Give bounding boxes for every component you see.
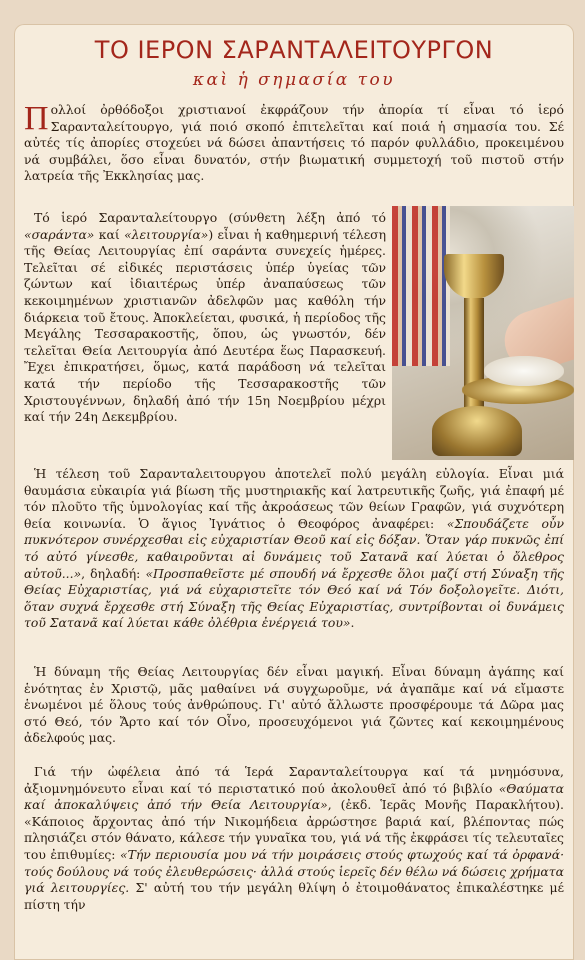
article-subtitle: καὶ ἡ σημασία του xyxy=(192,70,396,90)
article-card xyxy=(14,24,574,960)
paragraph-story: Γιά τήν ὠφέλεια ἀπό τά Ἱερά Σαρανταλείτουργα καί τά μνημόσυνα, ἀξιομνημόνευτο εἶναι καί τό περιστατικό πού ἀκολουθεῖ ἀπό τό βιβλίο «Θαύματα καί ἀποκαλύψεις ἀπό τήν Θεία Λειτουργία», (ἐκδ. Ἱερᾶς Μονῆς Παρακλήτου). «Κάποιος ἄρχοντας ἀπό τήν Νικομήδεια ἀρρώστησε βαριά καί, βλέποντας πώς πλησιάζει στόν θάνατο, κάλεσε τήν γυναῖκα του, γιά νά τῆς ἐκφράσει τίς τελευταῖες του ἐπιθυμίες: «Τήν περιουσία μου νά τήν μοιράσεις στούς φτωχούς καί τά ὀρφανά· τούς δούλους νά τούς ἐλευθερώσεις· ἀλλά στούς ἱερεῖς δέν θέλω νά δώσεις χρήματα γιά λειτουργίες. Σ' αὐτή του τήν μεγάλη θλίψη ὁ ἐτοιμοθάνατος ἐπικαλέστηκε μέ πίστη τήν xyxy=(24,764,565,912)
paragraph-power: Ἡ δύναμη τῆς Θείας Λειτουργίας δέν εἶναι μαγική. Εἶναι δύναμη ἀγάπης καί ἑνότητας ἐν Χριστῷ, μᾶς μαθαίνει νά συγχωροῦμε, νά ἀγαπᾶμε καί νά εἴμαστε ἑνωμένοι μέ ὅλους τούς ἀνθρώπους. Γι' αὐτό ἄλλωστε προσφέρουμε τά Δῶρα μας στό Θεό, τόν Ἄρτο καί τόν Οἶνο, προσευχόμενοι γιά ζῶντες καί κεκοιμημένους ἀδελφούς μας. xyxy=(24,664,564,746)
liturgy-photo xyxy=(392,206,574,460)
paragraph-intro: Πολλοί ὀρθόδοξοι χριστιανοί ἐκφράζουν τήν ἀπορία τί εἶναι τό ἱερό Σαρανταλείτουργο, γιά ποιό σκοπό ἐπιτελεῖται καί ποιά ἡ σημασία του. Σέ αὐτές τίς ἀπορίες στοχεύει νά δώσει ἀπαντήσεις τό παρόν φυλλάδιο, προκειμένου νά συμβάλει, ὅσο εἶναι δυνατόν, στήν βιωματική συμμετοχή τοῦ πιστοῦ στήν λατρεία τῆς Ἐκκλησίας μας. xyxy=(24,100,564,184)
paragraph-blessing: Ἡ τέλεση τοῦ Σαρανταλειτουργου ἀποτελεῖ πολύ μεγάλη εὐλογία. Εἶναι μιά θαυμάσια εὐκαιρία γιά βίωση τῆς μυστηριακῆς καί λατρευτικῆς ζωῆς, γιά ἐπαφή μέ τόν πλοῦτο τῆς ὑμνολογίας καί τῆς ἀκροάσεως τῶν θείων Γραφῶν, γιά συχνότερη θεία κοινωνία. Ὁ ἅγιος Ἰγνάτιος ὁ Θεοφόρος ἀναφέρει: «Σπουδάζετε οὖν πυκνότερον συνέρχεσθαι εἰς εὐχαριστίαν Θεοῦ καί εἰς δόξαν. Ὅταν γάρ πυκνῶς ἐπί τό αὐτό γίνεσθε, καθαιροῦνται αἱ δυνάμεις τοῦ Σατανᾶ καί λύεται ὁ ὄλεθρος αὐτοῦ...», δηλαδή: «Προσπαθεῖστε μέ σπουδή νά ἔρχεσθε ὅλοι μαζί στή Σύναξη τῆς Θείας Εὐχαριστίας, γιά νά εὐχαριστεῖτε τόν Θεό καί νά Τόν δοξολογεῖτε. Διότι, ὅταν συχνά ἔρχεσθε στή Σύναξη τῆς Θείας Εὐχαριστίας, συντρίβονται οἱ δυνάμεις τοῦ Σατανᾶ καί λύεται κάθε ὀλέθρια ἐνέργειά του». xyxy=(24,466,564,631)
paragraph-definition: Τό ἱερό Σαρανταλείτουργο (σύνθετη λέξη ἀπό τό «σαράντα» καί «λειτουργία») εἶναι ἡ καθημερινή τέλεση τῆς Θείας Λειτουργίας ἐπί σαράντα συνεχείς ἡμέρες. Τελεῖται σέ εἰδικές περιστάσεις ὑπέρ ὑγείας τῶν ζώντων καί ἰδιαιτέρως ὑπέρ ἀναπαύσεως τῶν κεκοιμημένων χριστιανῶν ἀδελφῶν μας καθόλη τήν διάρκεια τοῦ ἔτους. Ἀποκλείεται, φυσικά, ἡ περίοδος τῆς Μεγάλης Τεσσαρακοστῆς, ὅπου, ὡς γνωστόν, δέν τελεῖται Θεία Λειτουργία ἀπό Δευτέρα ἕως Παρασκευή. Ἔχει ἐπικρατήσει, ὅμως, κατά παράδοση νά τελεῖται κατά τήν περίοδο τῆς Τεσσαρακοστῆς τῶν Χριστουγέννων, δηλαδή ἀπό τήν 15η Νοεμβρίου μέχρι καί τήν 24η Δεκεμβρίου. xyxy=(24,210,386,425)
drop-cap: Π xyxy=(24,100,49,137)
article-title: ΤΟ ΙΕΡΟΝ ΣΑΡΑΝΤΑΛΕΙΤΟΥΡΓΟΝ xyxy=(94,36,494,64)
